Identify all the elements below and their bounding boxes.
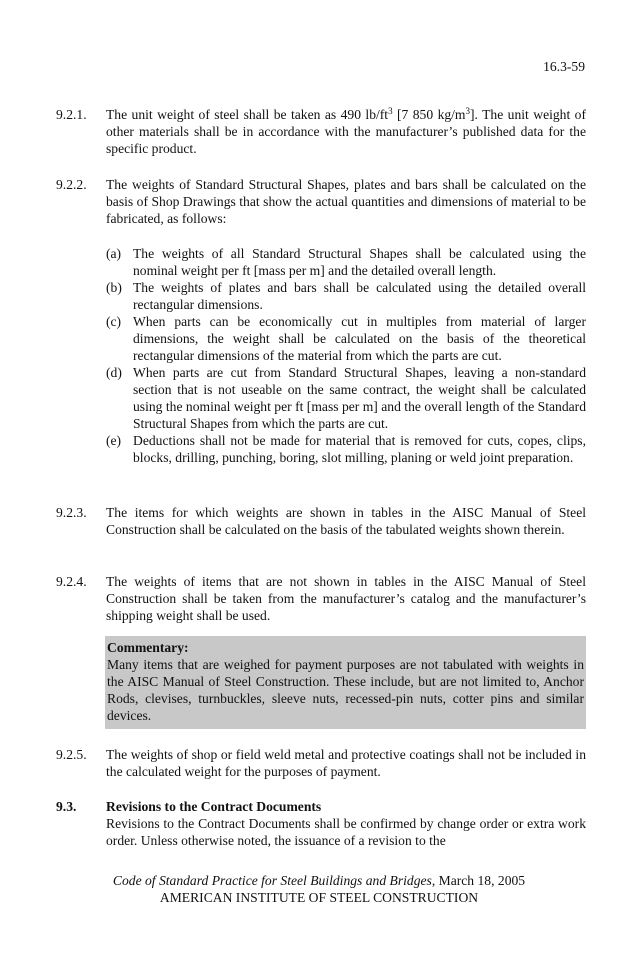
list-letter: (c)	[106, 314, 122, 329]
footer-date: , March 18, 2005	[431, 873, 526, 888]
section-number: 9.2.4.	[56, 574, 87, 589]
list-letter: (d)	[106, 365, 122, 380]
list-text: Deductions shall not be made for material that is removed for cuts, copes, clips, blocks, drilling, punching, boring, slot milling, planing or weld joint preparation.	[133, 433, 586, 465]
superscript: 3	[465, 106, 471, 116]
footer-citation	[0, 872, 638, 889]
list-text: The weights of all Standard Structural Shapes shall be calculated using the nominal weight per ft [mass per m] and the detailed overall length.	[133, 246, 586, 278]
list-letter: (a)	[106, 246, 122, 261]
list-text: The weights of plates and bars shall be calculated using the detailed overall rectangular dimensions.	[133, 280, 586, 312]
commentary-text: Many items that are weighed for payment purposes are not tabulated with weights in the AISC Manual of Steel Construction. These include, but are not limited to, Anchor Rods, clevises, turnbuckles, sleeve nuts, recessed-pin nuts, cotter pins and similar devices.	[107, 657, 584, 723]
paragraph-text	[106, 106, 586, 157]
list-item	[106, 313, 586, 364]
commentary-box	[105, 636, 586, 729]
section-number: 9.3.	[56, 799, 77, 814]
footer-document-title: Code of Standard Practice for Steel Buildings and Bridges	[112, 873, 432, 888]
list-item	[106, 432, 586, 466]
calculation-list	[106, 245, 586, 466]
paragraph-9-2-5	[56, 746, 586, 780]
paragraph-text: Revisions to the Contract Documents shall be confirmed by change order or extra work order. Unless otherwise noted, the issuance of a revision to the	[106, 816, 586, 848]
list-letter: (e)	[106, 433, 122, 448]
superscript: 3	[388, 106, 393, 116]
section-number: 9.2.3.	[56, 505, 87, 520]
paragraph-9-2-2	[56, 176, 586, 227]
footer-organization: AMERICAN INSTITUTE OF STEEL CONSTRUCTION	[159, 890, 479, 905]
section-title: Revisions to the Contract Documents	[106, 799, 322, 814]
section-number: 9.2.2.	[56, 177, 87, 192]
paragraph-text: The weights of Standard Structural Shapes, plates and bars shall be calculated on the basis of Shop Drawings that show the actual quantities and dimensions of material to be fabricated, as follows:	[106, 177, 586, 226]
list-item	[106, 279, 586, 313]
list-text: When parts are cut from Standard Structural Shapes, leaving a non-standard section that is not useable on the same contract, the weight shall be calculated using the nominal weight per ft [mass per m] and the overall length of the Standard Structural Shapes from which the parts are cut.	[133, 365, 586, 431]
text-part: [7 850 kg/m	[392, 107, 466, 122]
section-number: 9.2.5.	[56, 747, 87, 762]
paragraph-9-2-3	[56, 504, 586, 538]
section-9-3	[56, 798, 586, 849]
paragraph-text: The weights of shop or field weld metal and protective coatings shall not be included in the calculated weight for the purposes of payment.	[106, 747, 586, 779]
page-number: 16.3-59	[543, 59, 585, 74]
list-item	[106, 245, 586, 279]
section-body	[106, 798, 586, 849]
list-text: When parts can be economically cut in multiples from material of larger dimensions, the weight shall be calculated on the basis of the theoretical rectangular dimensions of the material from which the parts are cut.	[133, 314, 586, 363]
paragraph-text: The items for which weights are shown in tables in the AISC Manual of Steel Construction shall be calculated on the basis of the tabulated weights shown therein.	[106, 505, 586, 537]
paragraph-text: The weights of items that are not shown in tables in the AISC Manual of Steel Construction shall be taken from the manufacturer’s catalog and the manufacturer’s shipping weight shall be used.	[106, 574, 586, 623]
paragraph-9-2-1	[56, 106, 586, 157]
paragraph-9-2-4	[56, 573, 586, 624]
list-letter: (b)	[106, 280, 122, 295]
list-item	[106, 364, 586, 432]
text-part: ]. The unit weight of other materials shall be in accordance with the manufacturer’s published data for the specific product.	[106, 107, 586, 156]
commentary-title: Commentary:	[107, 640, 189, 655]
text-part: The unit weight of steel shall be taken as 490 lb/ft	[106, 107, 389, 122]
section-number: 9.2.1.	[56, 107, 87, 122]
